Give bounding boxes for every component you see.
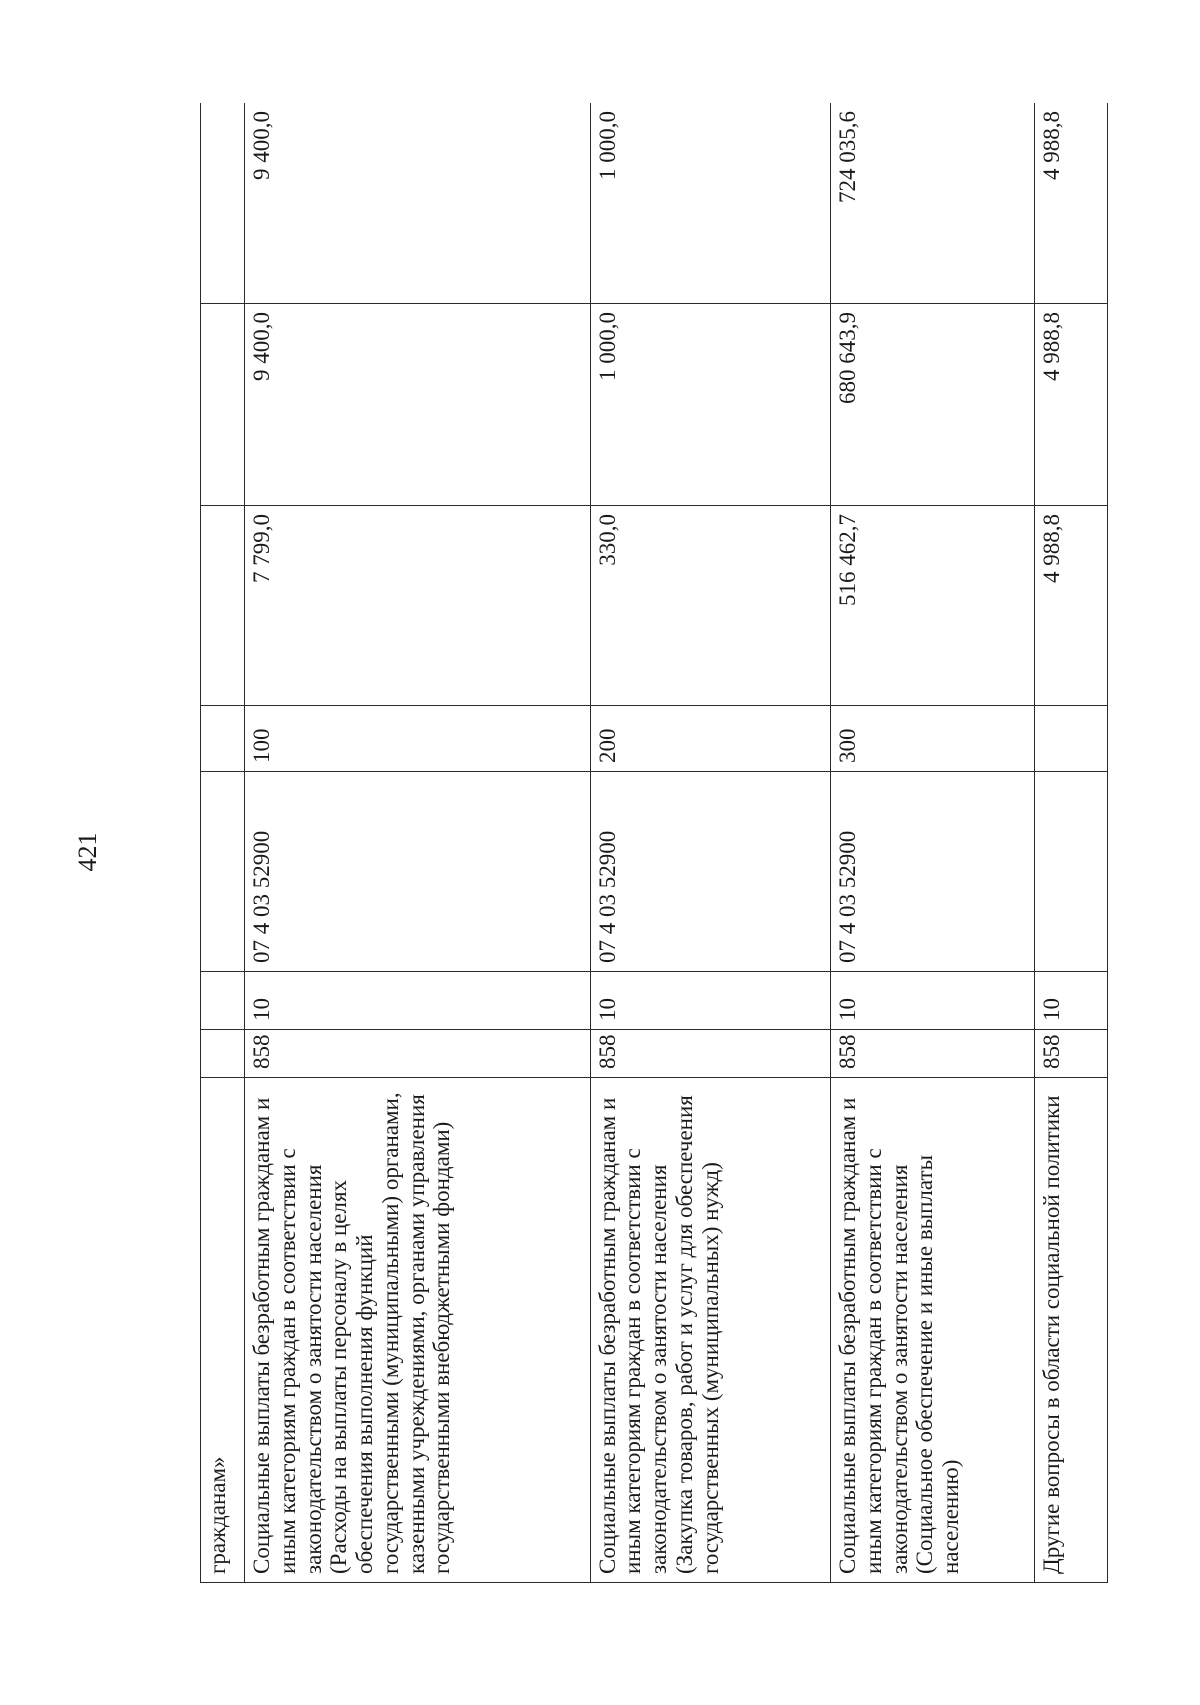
amount-year3: 9 400,0: [245, 103, 591, 304]
amount-year2: 1 000,0: [590, 304, 830, 506]
amount-year1: 7 799,0: [245, 506, 591, 706]
target-article-code: 07 4 03 52900: [245, 772, 591, 972]
budget-table-container: [200, 103, 1108, 1583]
amount-year2: 9 400,0: [245, 304, 591, 506]
target-article-code: 07 4 03 52900: [590, 772, 830, 972]
table-row: [831, 103, 1035, 1583]
budget-table: [200, 103, 1108, 1583]
expense-type-code: 300: [831, 706, 1035, 772]
amount-year2: 4 988,8: [1034, 304, 1107, 506]
empty-cell: [201, 304, 245, 506]
amount-year1: 516 462,7: [831, 506, 1035, 706]
amount-year3: 724 035,6: [831, 103, 1035, 304]
section-code: 10: [590, 972, 830, 1030]
row-name: Социальные выплаты безработным гражданам и иным категориям граждан в соответствии с законодательством о занятости населения (Закупка товаров, работ и услуг для обеспечения государственных (муниципальных) нужд): [590, 1078, 830, 1583]
target-article-code: 07 4 03 52900: [831, 772, 1035, 972]
expense-type-code: 200: [590, 706, 830, 772]
row-name: Другие вопросы в области социальной политики: [1034, 1078, 1107, 1583]
amount-year1: 330,0: [590, 506, 830, 706]
empty-cell: [201, 103, 245, 304]
table-row: [590, 103, 830, 1583]
target-article-code: [1034, 772, 1107, 972]
empty-cell: [201, 1030, 245, 1078]
expense-type-code: 100: [245, 706, 591, 772]
section-code: 10: [245, 972, 591, 1030]
page-number-text: 421: [73, 832, 102, 872]
budget-table-frame: [200, 103, 1108, 1583]
empty-cell: [201, 972, 245, 1030]
ministry-code: 858: [590, 1030, 830, 1078]
row-name: Социальные выплаты безработным гражданам и иным категориям граждан в соответствии с законодательством о занятости населения (Социальное обеспечение и иные выплаты населению): [831, 1078, 1035, 1583]
section-code: 10: [1034, 972, 1107, 1030]
table-row: [1034, 103, 1107, 1583]
ministry-code: 858: [1034, 1030, 1107, 1078]
amount-year2: 680 643,9: [831, 304, 1035, 506]
ministry-code: 858: [831, 1030, 1035, 1078]
empty-cell: [201, 772, 245, 972]
table-row: [245, 103, 591, 1583]
amount-year3: 1 000,0: [590, 103, 830, 304]
expense-type-code: [1034, 706, 1107, 772]
continuation-label: гражданам»: [201, 1078, 245, 1583]
continuation-row: [201, 103, 245, 1583]
amount-year1: 4 988,8: [1034, 506, 1107, 706]
section-code: 10: [831, 972, 1035, 1030]
empty-cell: [201, 706, 245, 772]
empty-cell: [201, 506, 245, 706]
row-name: Социальные выплаты безработным гражданам и иным категориям граждан в соответствии с законодательством о занятости населения (Расходы на выплаты персоналу в целях обеспечения выполнения функций государственными (муниципальными) органами, казенными учреждениями, органами управления государственными внебюджетными фондами): [245, 1078, 591, 1583]
ministry-code: 858: [245, 1030, 591, 1078]
amount-year3: 4 988,8: [1034, 103, 1107, 304]
